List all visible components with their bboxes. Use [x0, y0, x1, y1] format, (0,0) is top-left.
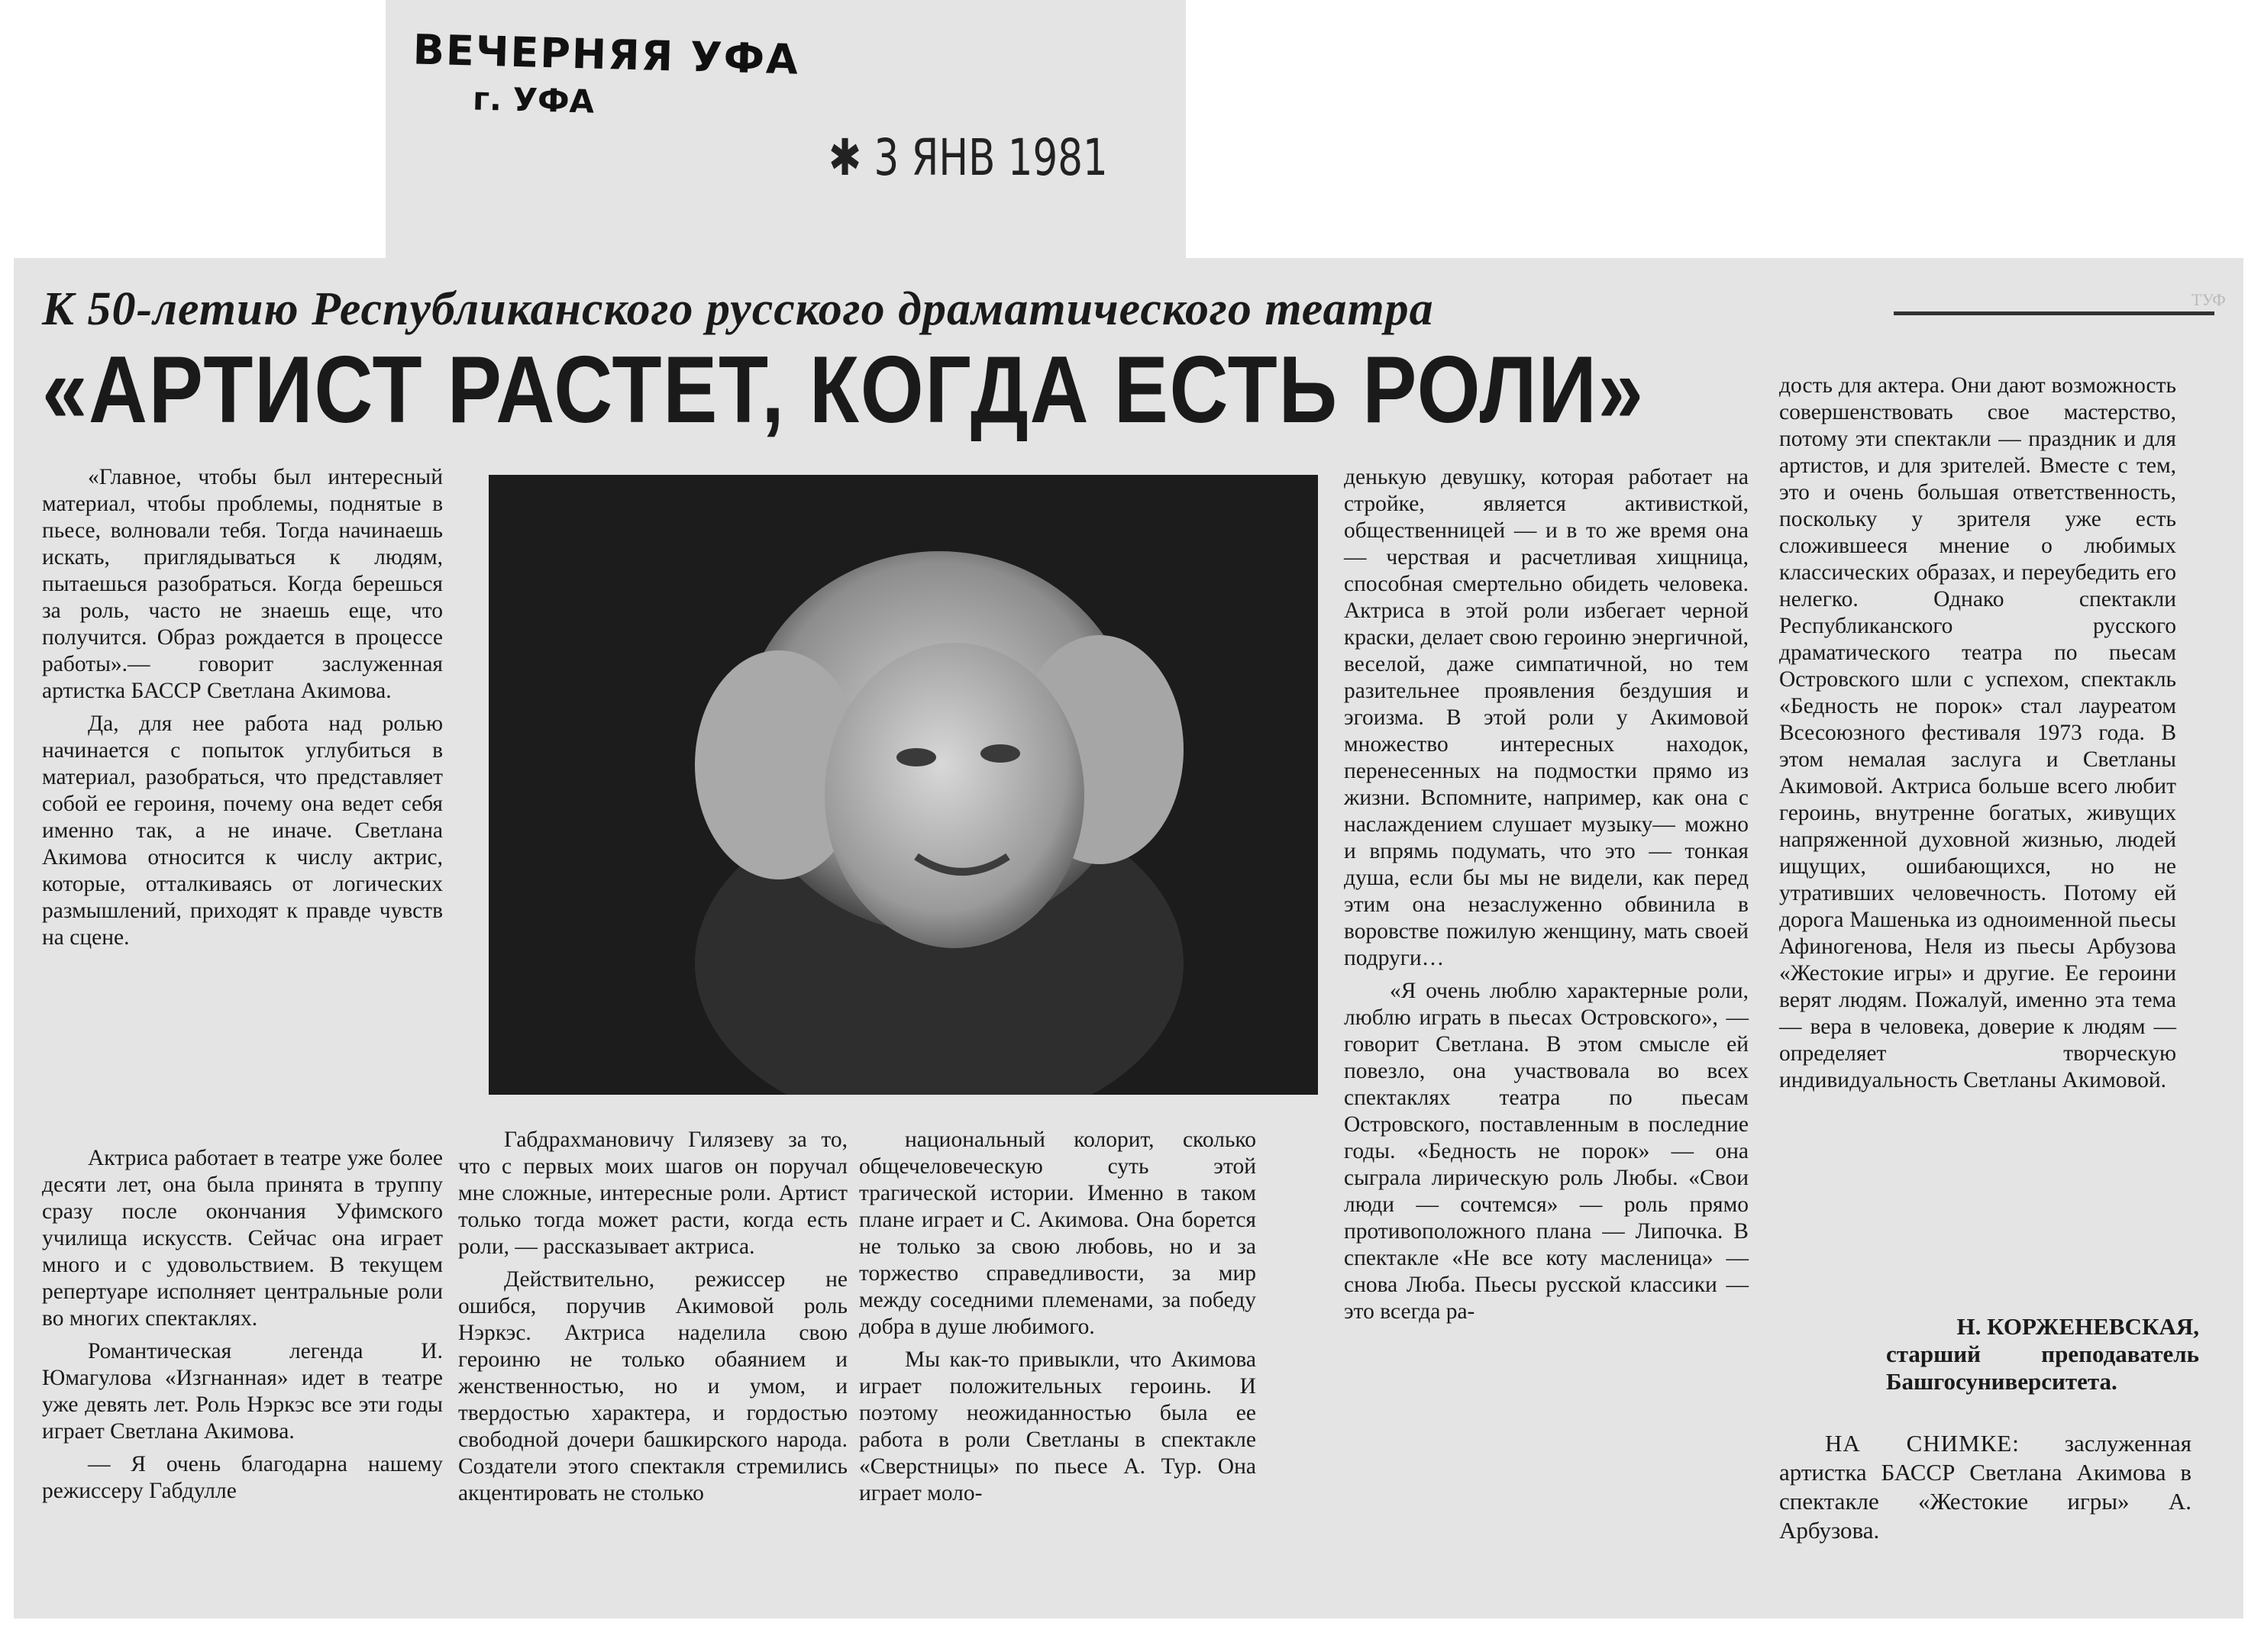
paragraph: дость для актера. Они дают возможность совершенствовать свое мастерство, потому эти спектакли — праздник и для артистов, и для зрителей. Вместе с тем, это и очень большая ответственность, поскольку у зрителя уже есть сложившееся мнение о любимых классических образах, и переубедить его нелегко. Однако спектакли Республиканского русского драматического театра по пьесам Островского шли с успехом, спектакль «Бедность не порок» стал лауреатом Всесоюзного фестиваля 1973 года. В этом немалая заслуга и Светланы Акимовой. Актриса больше всего любит героинь, внутренне богатых, живущих напряженной духовной жизнью, людей ищущих, ошибающихся, но не утративших человечность. Потому ей дорога Машенька из одноименной пьесы Афиногенова, Неля из пьесы Арбузова «Жестокие игры» и другие. Ее героини верят людям. Пожалуй, именно эта тема — вера в человека, доверие к людям — определяет творческую индивидуальность Светланы Акимовой. — [1779, 373, 2176, 1092]
paragraph: Романтическая легенда И. Юмагулова «Изгнанная» идет в театре уже девять лет. Роль Нэркэс все эти годы играет Светлана Акимова. — [42, 1339, 443, 1444]
article-column-1-continued — [42, 1145, 443, 1505]
caption-label: НА СНИМКЕ: — [1825, 1430, 2020, 1457]
paragraph: Габдрахмановичу Гилязеву за то, что с первых моих шагов он поручал мне сложные, интересные роли. Артист только тогда может расти, когда есть роли, — рассказывает актриса. — [458, 1128, 848, 1259]
paragraph: Да, для нее работа над ролью начинается с попыток углубиться в материал, разобраться, что представляет собой ее героиня, почему она ведет себя именно так, а не иначе. Светлана Акимова относится к числу актрис, которые, отталкиваясь от логических размышлений, приходят к правде чувств на сцене. — [42, 711, 443, 950]
article-column-2 — [458, 1127, 848, 1507]
paragraph: «Я очень люблю характерные роли, люблю играть в пьесах Островского», — говорит Светлана. В этом смысле ей повезло, она участвовала во всех спектаклях театра по пьесам Островского, поставленным в последние годы. «Бедность не порок» — она сыграла лирическую роль Любы. «Свои люди — сочтемся» — роль прямо противоположного плана — Липочка. В спектакле «Не все коту масленица» — снова Люба. Пьесы русской классики — это всегда ра- — [1344, 979, 1749, 1324]
stamp-date-text: 3 ЯНВ 1981 — [874, 128, 1108, 187]
stamp-date: ✱ 3 ЯНВ 1981 — [828, 128, 1108, 187]
article-column-3 — [859, 1127, 1256, 1507]
bleed-through-mark: ТУФ — [2191, 290, 2226, 309]
paragraph: денькую девушку, которая работает на стройке, является активисткой, общественницей — и в то же время она — черствая и расчетливая хищница, способная смертельно обидеть человека. Актриса в этой роли избегает черной краски, делает свою героиню энергичной, веселой, даже симпатичной, но тем разительнее проявления бездушия и эгоизма. В этой роли у Акимовой множество интересных находок, перенесенных на подмостки прямо из жизни. Вспомните, например, как она с наслаждением слушает музыку— можно и впрямь подумать, что это — тонкая душа, если бы мы не видели, как перед этим она незаслуженно обвинила в воровстве пожилую женщину, мать своей подруги… — [1344, 465, 1749, 970]
paragraph: национальный колорит, сколько общечеловеческую суть этой трагической истории. Именно в таком плане играет и С. Акимова. Она борется не только за свою любовь, но и за торжество справедливости, за мир между соседними племенами, за победу добра в душе любимого. — [859, 1128, 1256, 1339]
stamp-newspaper-name: ВЕЧЕРНЯЯ УФА — [412, 25, 800, 84]
article-rubric: К 50-летию Республиканского русского драматического театра — [42, 283, 1434, 335]
article-column-1 — [42, 464, 443, 951]
author-name: Н. КОРЖЕНЕВСКАЯ, — [1956, 1313, 2199, 1340]
article-headline: «АРТИСТ РАСТЕТ, КОГДА ЕСТЬ РОЛИ» — [42, 337, 1645, 443]
photo-caption — [1779, 1429, 2191, 1545]
article-column-4 — [1344, 464, 1749, 1325]
paragraph: Действительно, режиссер не ошибся, поручив Акимовой роль Нэркэс. Актриса наделила свою героиню не только обаянием и женственностью, но и умом, и твердостью характера, и гордостью свободной дочери башкирского народа. Создатели этого спектакля стремились акцентировать не столько — [458, 1267, 848, 1505]
rubric-rule — [1894, 311, 2214, 315]
paragraph: «Главное, чтобы был интересный материал, чтобы проблемы, поднятые в пьесе, волновали тебя. Тогда начинаешь искать, приглядываться к людям, пытаешься разобраться. Когда берешься за роль, часто не знаешь еще, что получится. Образ рождается в процессе работы».— говорит заслуженная артистка БАССР Светлана Акимова. — [42, 465, 443, 703]
newspaper-stamp — [412, 25, 800, 125]
author-position: старший преподаватель Башгосуниверситета. — [1886, 1341, 2199, 1395]
author-signature — [1802, 1313, 2199, 1395]
paragraph: Мы как-то привыкли, что Акимова играет положительных героинь. И поэтому неожиданностью была ее работа в роли Светланы в спектакле «Сверстницы» по пьесе А. Тур. Она играет моло- — [859, 1347, 1256, 1505]
paragraph: — Я очень благодарна нашему режиссеру Габдулле — [42, 1452, 443, 1503]
portrait-image — [489, 475, 1318, 1095]
stamp-city: г. УФА — [472, 79, 595, 121]
article-column-5 — [1779, 373, 2176, 1094]
caption-text: заслуженная артистка БАССР Светлана Акимова в спектакле «Жестокие игры» А. Арбузова. — [1779, 1430, 2191, 1544]
actress-photo — [489, 475, 1318, 1095]
paragraph: Актриса работает в театре уже более десяти лет, она была принята в труппу сразу после окончания Уфимского училища искусств. Сейчас она играет много и с удовольствием. В текущем репертуаре исполняет центральные роли во многих спектаклях. — [42, 1146, 443, 1331]
